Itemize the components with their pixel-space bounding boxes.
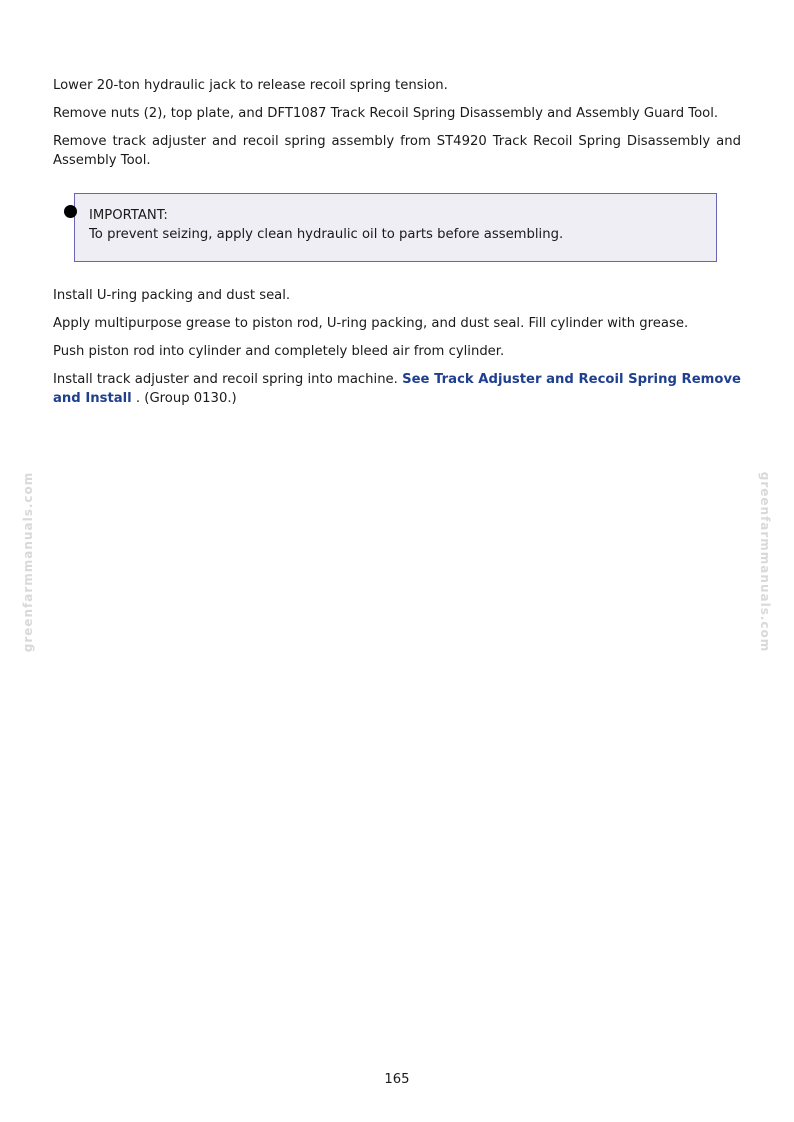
step-install-adjuster bbox=[53, 370, 741, 408]
step-remove-nuts: Remove nuts (2), top plate, and DFT1087 Track Recoil Spring Disassembly and Assembly Guard Tool. bbox=[53, 106, 719, 121]
step-lower-jack: Lower 20-ton hydraulic jack to release recoil spring tension. bbox=[53, 78, 448, 93]
step-push-piston: Push piston rod into cylinder and completely bleed air from cylinder. bbox=[53, 344, 505, 359]
step-remove-assembly: Remove track adjuster and recoil spring assembly from ST4920 Track Recoil Spring Disassembly and Assembly Tool. bbox=[53, 134, 741, 168]
important-title: IMPORTANT: bbox=[89, 208, 168, 223]
step-install-adjuster-text: Install track adjuster and recoil spring into machine. bbox=[53, 372, 403, 387]
step-apply-grease: Apply multipurpose grease to piston rod, U-ring packing, and dust seal. Fill cylinder with grease. bbox=[53, 316, 689, 331]
step-install-packing: Install U-ring packing and dust seal. bbox=[53, 288, 291, 303]
track-adjuster-link[interactable]: See Track Adjuster and Recoil Spring Remove and Install bbox=[53, 372, 741, 406]
watermark-right: greenfarmmanuals.com bbox=[758, 471, 772, 653]
page-number: 165 bbox=[384, 1072, 410, 1087]
important-callout bbox=[74, 193, 717, 262]
page-content bbox=[53, 76, 741, 408]
important-text: To prevent seizing, apply clean hydraulic oil to parts before assembling. bbox=[89, 227, 564, 242]
watermark-left: greenfarmmanuals.com bbox=[21, 471, 35, 653]
bullet-dot-icon bbox=[64, 205, 77, 218]
group-reference: . (Group 0130.) bbox=[131, 391, 237, 406]
